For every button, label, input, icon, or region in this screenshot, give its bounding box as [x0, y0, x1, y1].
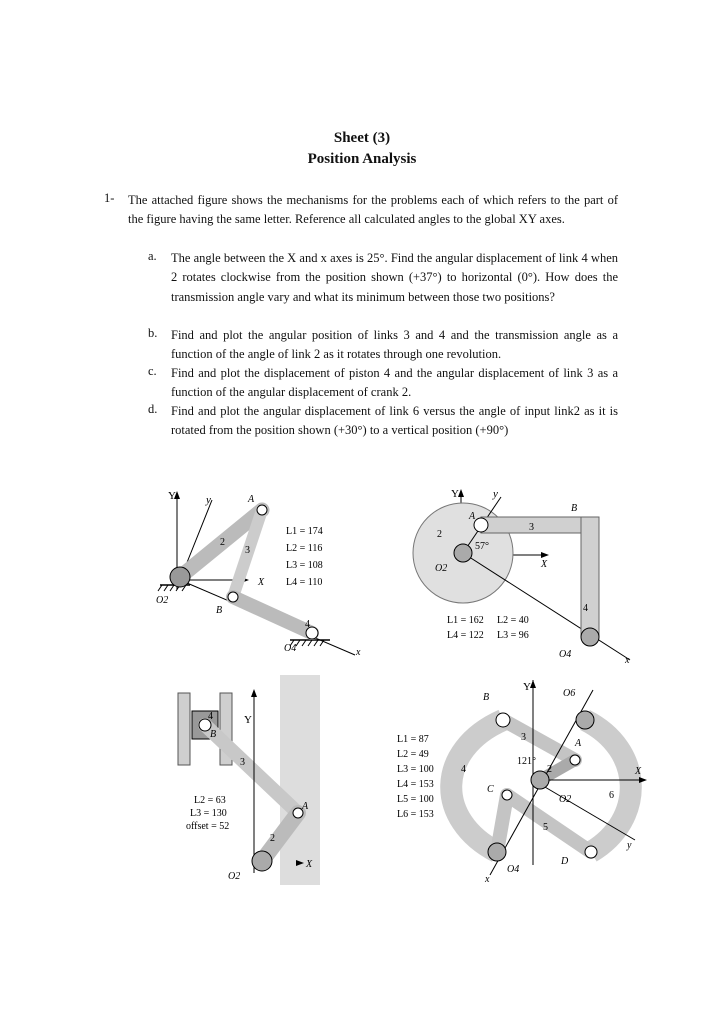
label-O4: O4 [284, 643, 297, 654]
x-axis-arrow-icon [639, 777, 647, 783]
label-O4: O4 [559, 649, 572, 660]
label-O6: O6 [563, 688, 576, 699]
pivot-o4 [581, 628, 599, 646]
label-link-2: 2 [547, 764, 552, 775]
label-B: B [216, 605, 223, 616]
label-link-2: 2 [220, 537, 225, 548]
section-title: Position Analysis [307, 151, 417, 167]
label-angle-121: 121° [517, 756, 536, 767]
label-Y: Y [451, 488, 459, 500]
label-O2: O2 [156, 595, 169, 606]
label-link-4: 4 [305, 619, 310, 630]
label-O2: O2 [435, 563, 448, 574]
label-B: B [210, 729, 217, 740]
figure-c-slider-crank [170, 675, 320, 885]
label-A: A [248, 494, 255, 505]
label-link-2: 2 [437, 529, 442, 540]
figure-a-four-bar [150, 485, 380, 660]
joint-d [585, 846, 597, 858]
dim-l6: L6 = 153 [397, 809, 434, 820]
label-A: A [302, 801, 309, 812]
figure-d-six-bar [395, 680, 650, 885]
joint-a [257, 505, 267, 515]
part-d-letter: d. [148, 402, 158, 416]
dim-l4: L4 = 153 [397, 779, 434, 790]
link-6 [585, 720, 631, 852]
joint-b [228, 592, 238, 602]
label-X: X [541, 559, 548, 570]
figure-b-crank-rocker [405, 485, 640, 665]
dim-l4: L4 = 122 [447, 630, 484, 641]
part-c-text: Find and plot the displacement of piston 4 and the angular displacement of link 3 as a function of the angular displacement of crank 2. [171, 366, 618, 400]
link-3 [481, 517, 589, 533]
part-a-text: The angle between the X and x axes is 25°. Find the angular displacement of link 4 when 2 rotates clockwise from the position shown (+37°) to horizontal (0°). How does the transmission angle vary and what its minimum between those two positions? [171, 251, 618, 304]
label-angle-57: 57° [475, 541, 489, 552]
y-axis-arrow-icon [251, 689, 257, 697]
label-link-6: 6 [609, 790, 614, 801]
label-D: D [561, 856, 569, 867]
link-3 [503, 720, 575, 760]
problem-intro: The attached figure shows the mechanisms for the problems each of which refers to the part of the figure having the same letter. Reference all calculated angles to the global XY axes. [128, 193, 618, 227]
label-link-3: 3 [521, 732, 526, 743]
dim-l3: L3 = 96 [497, 630, 529, 641]
dim-l2: L2 = 63 [194, 795, 226, 806]
label-A: A [469, 511, 476, 522]
dim-l2: L2 = 116 [286, 543, 323, 554]
label-Y: Y [244, 714, 252, 726]
part-a-letter: a. [148, 249, 157, 263]
link-5 [507, 795, 591, 852]
x-axis-arrow-icon [541, 552, 549, 558]
part-b-letter: b. [148, 326, 158, 340]
label-O4: O4 [507, 864, 520, 875]
part-c-letter: c. [148, 364, 157, 378]
pivot-o6 [576, 711, 594, 729]
label-x: x [356, 647, 361, 658]
dim-l3: L3 = 130 [190, 808, 227, 819]
label-y: y [627, 840, 632, 851]
problem-number: 1- [104, 191, 115, 205]
joint-c [502, 790, 512, 800]
label-link-3: 3 [240, 757, 245, 768]
label-link-4: 4 [583, 603, 588, 614]
dim-l3: L3 = 100 [397, 764, 434, 775]
pivot-o2 [252, 851, 272, 871]
label-link-3: 3 [245, 545, 250, 556]
label-link-5: 5 [543, 822, 548, 833]
dim-l5: L5 = 100 [397, 794, 434, 805]
label-A: A [575, 738, 582, 749]
label-y: y [206, 494, 211, 506]
label-O2: O2 [559, 794, 572, 805]
label-Y: Y [523, 681, 531, 693]
label-link-4: 4 [461, 764, 466, 775]
label-X: X [635, 766, 642, 777]
part-d-text: Find and plot the angular displacement of link 6 versus the angle of input link2 as it is rotated from the position shown (+30°) to a vertical position (+90°) [171, 404, 618, 438]
joint-a [570, 755, 580, 765]
label-x: x [625, 655, 630, 665]
guide-left [178, 693, 190, 765]
label-C: C [487, 784, 494, 795]
dim-l2: L2 = 49 [397, 749, 429, 760]
sheet-title: Sheet (3) [333, 130, 391, 146]
pivot-o4 [488, 843, 506, 861]
dim-l1: L1 = 87 [397, 734, 429, 745]
label-x: x [485, 874, 490, 885]
label-X: X [258, 577, 265, 588]
label-Y: Y [168, 490, 176, 502]
label-X: X [306, 859, 313, 870]
dim-l4: L4 = 110 [286, 577, 323, 588]
joint-a [474, 518, 488, 532]
dim-l1: L1 = 174 [286, 526, 323, 537]
label-y: y [493, 488, 498, 500]
background-shade [280, 675, 320, 885]
link-4 [233, 597, 312, 633]
pivot-o2 [454, 544, 472, 562]
label-link-4: 4 [208, 711, 213, 722]
label-B: B [571, 503, 578, 514]
label-O2: O2 [228, 871, 241, 882]
link-4 [581, 517, 599, 637]
dim-l1: L1 = 162 [447, 615, 484, 626]
part-b-text: Find and plot the angular position of links 3 and 4 and the transmission angle as a function of the angle of link 2 as it rotates through one revolution. [171, 328, 618, 362]
joint-b [496, 713, 510, 727]
label-link-2: 2 [270, 833, 275, 844]
dim-l3: L3 = 108 [286, 560, 323, 571]
pivot-o2 [170, 567, 190, 587]
dim-offset: offset = 52 [186, 821, 230, 832]
dim-l2: L2 = 40 [497, 615, 529, 626]
label-link-3: 3 [529, 522, 534, 533]
label-B: B [483, 692, 490, 703]
